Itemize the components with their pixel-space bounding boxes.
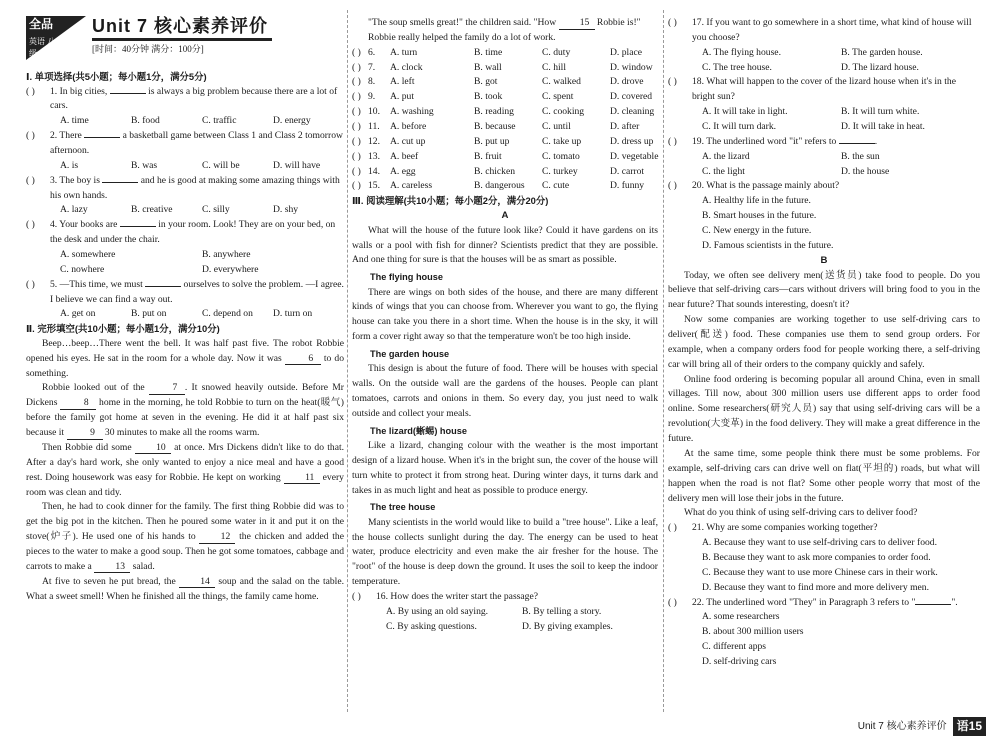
passage-paragraph: This design is about the future of food. There will be houses with special walls. On the outside wall are the gardens of the houses. People can plant tomatoes, carrots and onions in them. So every day, you just need to walk outside and collect your meals. [352, 363, 658, 419]
question [668, 135, 980, 150]
option: A. put [390, 91, 414, 103]
option: D. funny [610, 180, 645, 192]
passage-paragraph: Today, we often see delivery men(送货员) take food to people. Do you believe that self-driving cars—cars without drivers will bring food to you in the near future? That sounds interesting, doesn't it? [668, 269, 980, 311]
question-text: 16. How does the writer start the passage? [376, 590, 538, 602]
passage-subheading: The flying house [370, 272, 443, 283]
option: A. beef [390, 150, 419, 162]
question [26, 129, 344, 159]
blank: 9 [67, 428, 103, 440]
answer-bracket: ( ) [352, 180, 361, 192]
option: B. about 300 million users [702, 626, 804, 638]
passage-paragraph: Online food ordering is becoming popular all around China, even in small villages. Till now, about 300 million users use different apps to order food online. Some researchers(研究人员) say that using self-driving cars will be a revolution(大变革) in the food delivery. They will make a great difference in the future. [668, 373, 980, 445]
question-text [50, 85, 344, 115]
option: C. tomato [542, 150, 580, 162]
option: C. silly [202, 204, 230, 216]
option: D. after [610, 121, 640, 133]
question-text [692, 135, 980, 150]
option: A. before [390, 121, 427, 133]
option: A. It will take in light. [702, 106, 788, 118]
question-text: 21. Why are some companies working together? [692, 522, 878, 534]
answer-bracket: ( ) [26, 130, 35, 142]
question [668, 179, 980, 194]
options [26, 114, 344, 129]
option: D. covered [610, 91, 653, 103]
blank: 13 [94, 562, 130, 574]
cloze-paragraph: Then, he had to cook dinner for the family. The first thing Robbie did was to get the big pot in the kitchen. Then he poured some water in it and put it on the stove(炉子). He used one of his hands to 12 the chicken and added the pieces to the water to make a good soup. Then he got some tomatoes, cabbage and carrots to make a 13 salad. [26, 501, 344, 572]
blank: 14 [179, 577, 215, 589]
question-stem: a basketball game between Class 1 and Class 2 tomorrow afternoon. [50, 130, 343, 157]
option: C. Because they want to use more Chinese cars in their work. [702, 566, 938, 578]
option: A. Because they want to use self-driving cars to deliver food. [702, 537, 937, 549]
cloze-paragraph: Then Robbie did some 10 at once. Mrs Dickens didn't like to do that. After a day's hard work, she only wanted to enjoy a nice meal and have a good rest. Doing housework was easy for Robbie. He kept on working 11 every room was clean and tidy. [26, 441, 345, 498]
option: D. window [610, 61, 653, 73]
option: A. turn [390, 46, 418, 58]
option: A. cut up [390, 135, 426, 147]
option: B. reading [474, 106, 514, 118]
section-3-title: Ⅲ. 阅读理解(共10小题；每小题2分，满分20分) [352, 195, 549, 207]
option: D. It will take in heat. [841, 121, 925, 133]
cloze-paragraph: At five to seven he put bread, the 14 soup and the salad on the table. What a sweet smell! When he finished all the things, the family came home. [26, 575, 344, 602]
section-1-questions [26, 85, 344, 323]
question-number: 12. [368, 135, 380, 147]
option: B. time [474, 46, 503, 58]
option: D. dress up [610, 135, 654, 147]
option: C. duty [542, 46, 571, 58]
options [26, 248, 344, 278]
options [668, 105, 980, 135]
blank: 12 [199, 532, 235, 544]
answer-bracket: ( ) [668, 135, 677, 147]
option: A. lazy [60, 204, 88, 216]
passage-subheading: The lizard(蜥蜴) house [370, 425, 467, 436]
option: A. The flying house. [702, 46, 781, 58]
answer-bracket: ( ) [352, 91, 361, 103]
question-text: 18. What will happen to the cover of the lizard house when it's in the bright sun? [692, 76, 956, 103]
option: D. Famous scientists in the future. [702, 239, 834, 251]
page-subtitle: [时间：40分钟 满分：100分] [92, 43, 204, 54]
option: C. New energy in the future. [702, 225, 812, 237]
passage-paragraph: Now some companies are working together to use self-driving cars to deliver(配送) food. These companies use them to send group orders. For example, when a company orders food for people working there, a self-driving car will bring all of their orders to the company quickly and safely. [668, 314, 980, 370]
questions-21-22 [668, 521, 980, 670]
option: D. the house [841, 165, 890, 177]
option: D. will have [273, 159, 321, 171]
badge [26, 16, 70, 60]
question [352, 590, 658, 605]
question-number: 10. [368, 106, 380, 118]
option: C. cooking [542, 106, 585, 118]
passage-subheading: The garden house [370, 349, 450, 360]
option: A. some researchers [702, 611, 780, 623]
section-1-title: Ⅰ. 单项选择(共5小题；每小题1分，满分5分) [26, 71, 207, 82]
cloze-options-table [352, 46, 658, 195]
answer-bracket: ( ) [352, 106, 361, 118]
column-3 [668, 16, 980, 706]
footer-text: Unit 7 核心素养评价 [857, 720, 947, 732]
option: B. anywhere [202, 249, 251, 261]
option: B. because [474, 121, 516, 133]
page-footer [858, 717, 986, 736]
section-2-title: Ⅱ. 完形填空(共10小题；每小题1分，满分10分) [26, 323, 220, 335]
cloze-paragraph: Robbie looked out of the 7 . It snowed heavily outside. Before Mr Dickens 8 home in the morning, he told Robbie to turn on the heat(暖气) before the family got home at seven in the evening. He did it at half past six because it 9 30 minutes to make all the rooms warm. [26, 382, 345, 439]
question [26, 174, 344, 204]
question [668, 16, 980, 46]
option: C. spent [542, 91, 574, 103]
question-text: 17. If you want to go somewhere in a short time, what kind of house will you choose? [692, 17, 972, 43]
question [668, 596, 980, 611]
question-stem: is always a big problem because there are a lot of cars. [50, 85, 338, 112]
cloze-paragraph: "The soup smells great!" the children said. "How 15 Robbie is!" [368, 17, 641, 28]
passage-paragraph: What do you think of using self-driving cars to deliver food? [684, 507, 918, 519]
answer-bracket: ( ) [668, 596, 677, 608]
option: A. egg [390, 165, 416, 177]
options [352, 605, 658, 635]
cloze-paragraph: Robbie really helped the family do a lot of work. [368, 31, 556, 43]
option: D. place [610, 46, 642, 58]
answer-bracket: ( ) [26, 278, 35, 290]
column-2 [352, 16, 658, 706]
answer-bracket: ( ) [668, 522, 677, 534]
badge-grade: 英语 八年级 [29, 37, 64, 59]
page-header [26, 16, 344, 66]
options [668, 150, 980, 180]
option: B. By telling a story. [522, 605, 602, 617]
option: C. traffic [202, 115, 237, 127]
passage-paragraph: What will the house of the future look like? Could it have gardens on its walls or a pool with fish for dinner? Scientists predict that they are possible. And one thing for sure is that the houses will be as smart as possible. [352, 224, 658, 266]
option: C. By asking questions. [386, 620, 477, 632]
passage-paragraph: Like a lizard, changing colour with the weather is the most important design of a lizard house. When it's in the bright sun, the cover of the house will turn white to protect it from strong heat. During winter days, it turns dark and takes in as much light and heat as possible to produce energy. [352, 439, 658, 496]
option: D. turn on [273, 308, 313, 320]
column-1 [26, 16, 344, 706]
option: C. turkey [542, 165, 578, 177]
answer-bracket: ( ) [26, 219, 35, 231]
blank [102, 182, 138, 183]
question-stem: . [874, 135, 878, 147]
question-stem: 5. —This time, we must [50, 278, 146, 290]
blank [839, 143, 875, 144]
question-number: 9. [368, 91, 376, 103]
question-stem: 4. Your books are [50, 219, 120, 231]
question-text [50, 218, 344, 248]
passage-b-label: B [820, 254, 828, 266]
answer-bracket: ( ) [26, 174, 35, 186]
answer-bracket: ( ) [26, 85, 35, 97]
option: C. cute [542, 180, 570, 192]
answer-bracket: ( ) [352, 135, 361, 147]
options [668, 536, 980, 595]
answer-bracket: ( ) [668, 180, 677, 192]
answer-bracket: ( ) [668, 17, 677, 28]
question-number: 8. [368, 76, 376, 88]
question [668, 75, 980, 105]
option: B. was [131, 159, 158, 171]
question-16 [352, 590, 658, 635]
option: C. walked [542, 76, 581, 88]
question-text: 20. What is the passage mainly about? [692, 180, 840, 192]
question-number: 13. [368, 150, 380, 162]
option: A. left [390, 76, 415, 88]
options [26, 203, 344, 218]
option: A. careless [390, 180, 433, 192]
passage-paragraph: At the same time, some people think there must be some problems. For example, self-driving cars can drive well on flat(平坦的) roads, but what will happen when the road is not flat? Some other people worry that most of the delivery men will lose their jobs in the future. [668, 447, 980, 504]
blank: 7 [149, 383, 185, 395]
question-number: 15. [368, 180, 380, 192]
option: B. wall [474, 61, 502, 73]
option: A. get on [60, 308, 96, 320]
option: B. It will turn white. [841, 106, 920, 118]
option: D. The lizard house. [841, 61, 919, 73]
option: B. The garden house. [841, 46, 923, 58]
option: B. took [474, 91, 503, 103]
blank [145, 286, 181, 287]
option: A. By using an old saying. [386, 605, 489, 617]
blank: 15 [559, 18, 595, 30]
option: A. clock [390, 61, 423, 73]
question-stem: 3. The boy is [50, 174, 103, 186]
option: D. By giving examples. [522, 620, 613, 632]
option: C. the light [702, 165, 745, 177]
option: B. Because they want to ask more companies to order food. [702, 551, 931, 563]
page-number: 语15 [953, 717, 986, 736]
option: D. drove [610, 76, 644, 88]
option: B. got [474, 76, 498, 88]
badge-brand: 全品 [29, 17, 54, 31]
question-stem: and he is good at making some amazing things with his own hands. [50, 174, 340, 201]
blank [110, 93, 146, 94]
question-text [50, 129, 344, 159]
options [668, 194, 980, 253]
blank: 10 [135, 443, 171, 455]
question [26, 85, 344, 115]
options [26, 159, 344, 174]
option: C. It will turn dark. [702, 121, 777, 133]
answer-bracket: ( ) [352, 121, 361, 133]
option: B. creative [131, 204, 173, 216]
question-text [692, 596, 980, 611]
question-number: 14. [368, 165, 380, 177]
blank: 11 [284, 473, 320, 485]
option: C. depend on [202, 308, 253, 320]
question [26, 218, 344, 248]
questions-17-20 [668, 16, 980, 254]
question [668, 521, 980, 536]
options [26, 307, 344, 322]
question-number: 7. [368, 61, 376, 73]
option: A. time [60, 115, 89, 127]
option: B. fruit [474, 150, 502, 162]
question-stem: ourselves to solve the problem. —I agree. I believe we can find a way out. [50, 278, 344, 305]
option: D. shy [273, 204, 299, 216]
answer-bracket: ( ) [352, 61, 361, 73]
column-divider [347, 10, 348, 712]
answer-bracket: ( ) [352, 165, 361, 177]
option: B. put on [131, 308, 167, 320]
question-text [50, 174, 344, 204]
page-title: Unit 7 核心素养评价 [92, 16, 272, 41]
passage-a-label: A [501, 209, 509, 221]
answer-bracket: ( ) [668, 76, 677, 88]
answer-bracket: ( ) [352, 150, 361, 162]
option: C. nowhere [60, 263, 105, 275]
blank: 8 [60, 398, 96, 410]
passage-subheading: The tree house [370, 502, 436, 513]
blank [915, 604, 951, 605]
option: C. take up [542, 135, 582, 147]
option: B. food [131, 115, 160, 127]
question-number: 11. [368, 121, 380, 133]
blank [120, 226, 156, 227]
option: C. different apps [702, 641, 767, 653]
answer-bracket: ( ) [352, 590, 361, 602]
passage-paragraph: There are wings on both sides of the house, and there are many different kinds of wings that you can choose from. Wherever you want to go, the flying house can take you there in a short time. When the house is in the sky, it will form a cover right away so that the temperature won't be too high inside. [352, 286, 658, 343]
question-stem: 2. There [50, 130, 85, 142]
question-stem: ". [951, 596, 958, 608]
options [668, 610, 980, 669]
option: B. the sun [841, 150, 880, 162]
option: C. The tree house. [702, 61, 772, 73]
option: D. vegetable [610, 150, 659, 162]
question-stem: 22. The underlined word "They" in Paragraph 3 refers to " [692, 596, 916, 608]
option: B. Smart houses in the future. [702, 210, 817, 222]
option: B. dangerous [474, 180, 525, 192]
question-stem: 19. The underlined word "it" refers to [692, 135, 839, 147]
option: C. will be [202, 159, 240, 171]
option: D. self-driving cars [702, 655, 777, 667]
option: D. cleaning [610, 106, 655, 118]
answer-bracket: ( ) [352, 76, 361, 88]
option: D. energy [273, 115, 311, 127]
option: D. everywhere [202, 263, 259, 275]
option: A. somewhere [60, 249, 116, 261]
question [26, 278, 344, 308]
passage-paragraph: Many scientists in the world would like to build a "tree house". Like a leaf, the house collects sunlight during the day. The energy can be used to heat water, produce electricity and even make the air fresher for the house. The "root" of the house is deep down the ground. It uses the soil to keep the indoor temperature. [352, 516, 658, 588]
question-number: 6. [368, 46, 376, 58]
cloze-paragraph: Beep…beep…There went the bell. It was half past five. The robot Robbie opened his eyes. He sat in the room for a whole day. Now it was 6 to do something. [26, 337, 344, 379]
question-stem: in your room. Look! They are on your bed, on the desk and under the chair. [50, 219, 336, 246]
options [668, 46, 980, 76]
option: D. Because they want to find more and more delivery men. [702, 581, 929, 593]
option: B. chicken [474, 165, 516, 177]
option: A. Healthy life in the future. [702, 195, 811, 207]
option: A. the lizard [702, 150, 750, 162]
option: D. carrot [610, 165, 645, 177]
question-stem: 1. In big cities, [50, 85, 110, 97]
option: C. until [542, 121, 571, 133]
option: C. hill [542, 61, 566, 73]
option: A. is [60, 159, 79, 171]
question-text [50, 278, 344, 308]
answer-bracket: ( ) [352, 46, 361, 58]
option: B. put up [474, 135, 510, 147]
option: A. washing [390, 106, 434, 118]
blank: 6 [285, 354, 321, 366]
blank [84, 137, 120, 138]
